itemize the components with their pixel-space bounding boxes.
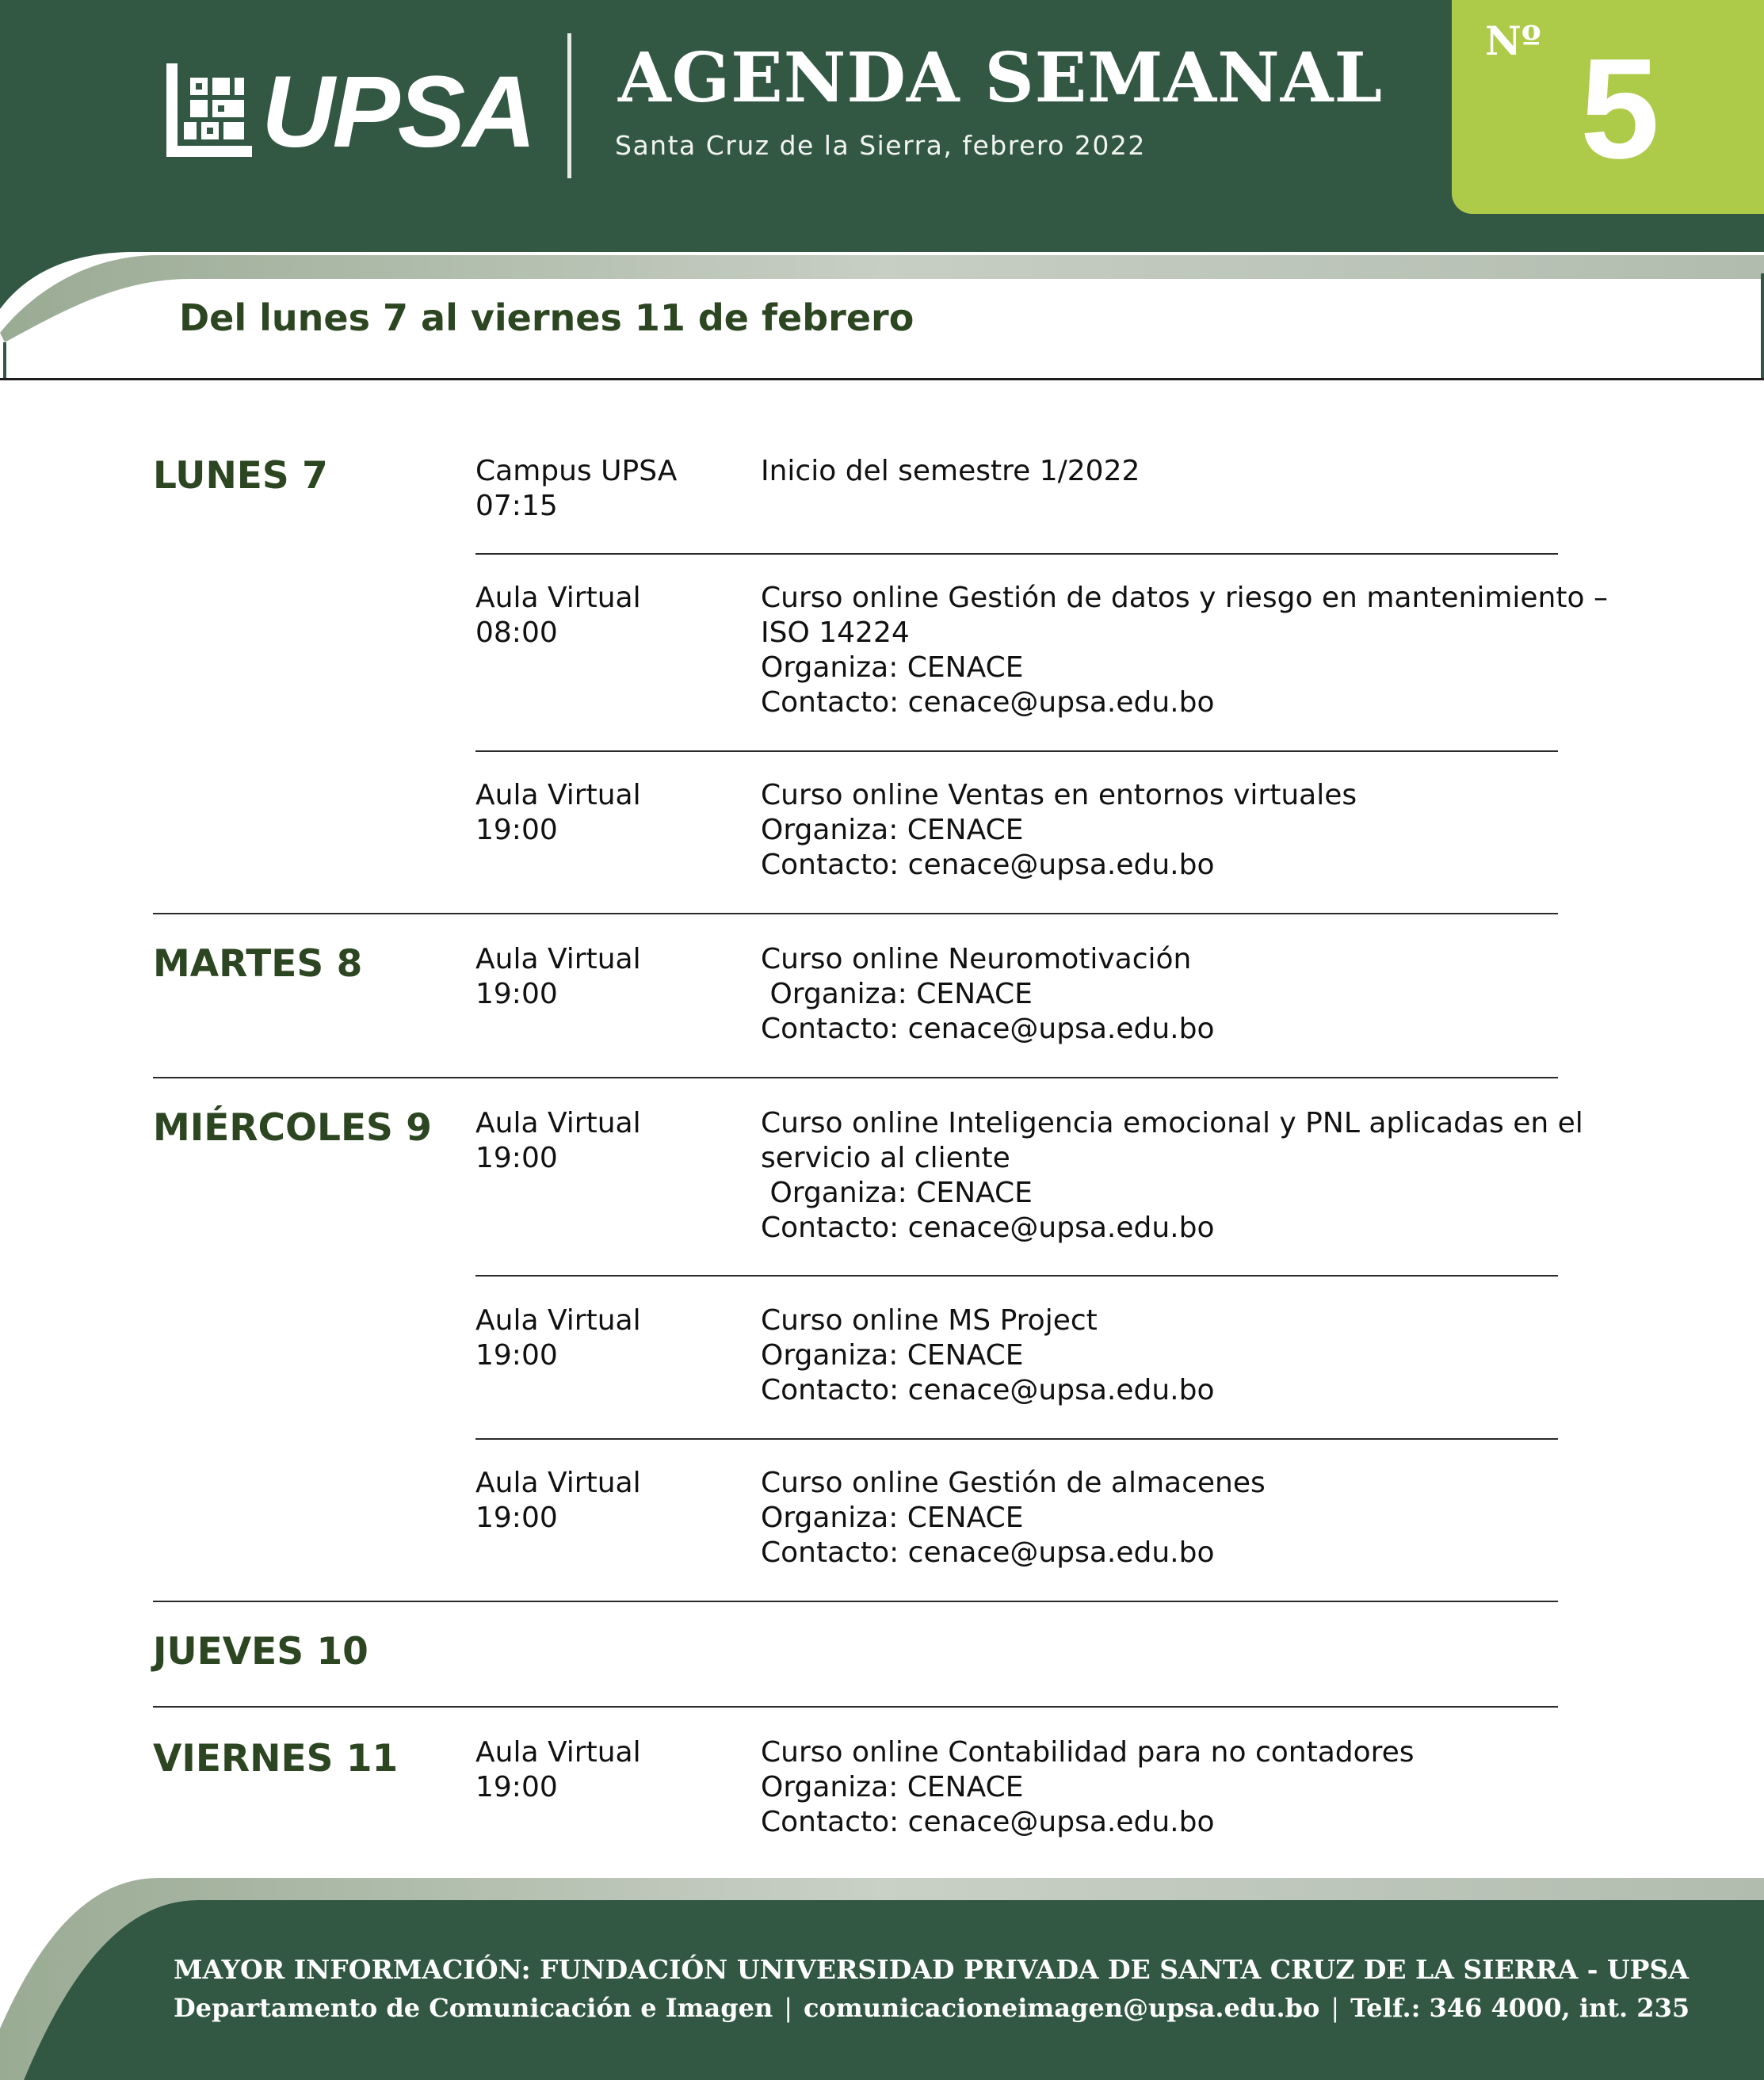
event-contact: Contacto: cenace@upsa.edu.bo bbox=[761, 686, 1215, 719]
event-contact: Contacto: cenace@upsa.edu.bo bbox=[761, 1806, 1215, 1838]
event-line: Curso online Ventas en entornos virtuales bbox=[761, 779, 1357, 811]
day-divider bbox=[153, 1077, 1558, 1078]
event-description bbox=[761, 1466, 1561, 1570]
event-line: Curso online Neuromotivación bbox=[761, 943, 1192, 975]
event-place: Aula Virtual bbox=[475, 943, 641, 975]
footer-department: Departamento de Comunicación e Imagen bbox=[174, 1993, 773, 2023]
footer-separator: | bbox=[1331, 1993, 1340, 2023]
event-description bbox=[761, 1106, 1583, 1246]
day-heading-martes: MARTES 8 bbox=[153, 942, 363, 986]
event-place: Aula Virtual bbox=[475, 582, 641, 614]
event-time: 19:00 bbox=[475, 978, 558, 1010]
upsa-logo-text: UPSA bbox=[262, 55, 534, 169]
event-location bbox=[475, 1735, 737, 1805]
event-location bbox=[475, 1303, 737, 1373]
day-divider bbox=[153, 1601, 1558, 1602]
event-line: Organiza: CENACE bbox=[761, 814, 1024, 846]
footer-contact-line bbox=[174, 1993, 1690, 2023]
event-location bbox=[475, 1466, 737, 1536]
day-heading-miercoles: MIÉRCOLES 9 bbox=[153, 1106, 432, 1150]
upsa-logo bbox=[166, 55, 534, 169]
event-description bbox=[761, 1735, 1561, 1840]
issue-label: Nº bbox=[1485, 17, 1541, 64]
day-heading-lunes: LUNES 7 bbox=[153, 454, 328, 498]
event-line: Curso online Inteligencia emocional y PNL aplicadas en el bbox=[761, 1107, 1583, 1139]
footer-separator: | bbox=[784, 1993, 793, 2023]
event-divider bbox=[475, 553, 1558, 555]
event-location bbox=[475, 1106, 737, 1176]
event-line: Curso online Gestión de datos y riesgo en mantenimiento – bbox=[761, 582, 1608, 614]
page-title: AGENDA SEMANAL bbox=[618, 38, 1383, 118]
event-description bbox=[761, 1303, 1561, 1408]
event-line: ISO 14224 bbox=[761, 616, 910, 649]
page-subtitle: Santa Cruz de la Sierra, febrero 2022 bbox=[615, 130, 1146, 161]
event-time: 07:15 bbox=[475, 490, 558, 522]
event-contact: Contacto: cenace@upsa.edu.bo bbox=[761, 1374, 1215, 1406]
day-heading-jueves: JUEVES 10 bbox=[153, 1630, 368, 1674]
header-divider bbox=[567, 33, 571, 178]
event-time: 19:00 bbox=[475, 1142, 558, 1174]
event-place: Aula Virtual bbox=[475, 1736, 641, 1769]
event-contact: Contacto: cenace@upsa.edu.bo bbox=[761, 1536, 1215, 1569]
upsa-logo-emblem-icon bbox=[166, 63, 252, 157]
event-time: 19:00 bbox=[475, 814, 558, 846]
event-line: servicio al cliente bbox=[761, 1142, 1010, 1174]
week-range-heading: Del lunes 7 al viernes 11 de febrero bbox=[179, 296, 914, 339]
event-line: Inicio del semestre 1/2022 bbox=[761, 455, 1140, 487]
event-time: 19:00 bbox=[475, 1502, 558, 1534]
event-contact: Contacto: cenace@upsa.edu.bo bbox=[761, 1212, 1215, 1244]
event-line: Organiza: CENACE bbox=[761, 1502, 1024, 1534]
day-divider bbox=[153, 913, 1558, 914]
event-time: 19:00 bbox=[475, 1771, 558, 1803]
issue-badge bbox=[1452, 0, 1764, 214]
event-place: Aula Virtual bbox=[475, 1467, 641, 1499]
event-description bbox=[761, 942, 1561, 1047]
event-description bbox=[761, 778, 1561, 883]
event-place: Campus UPSA bbox=[475, 455, 678, 487]
event-place: Aula Virtual bbox=[475, 779, 641, 811]
event-location bbox=[475, 454, 737, 524]
footer-phone: Telf.: 346 4000, int. 235 bbox=[1350, 1993, 1690, 2023]
footer-email: comunicacioneimagen@upsa.edu.bo bbox=[804, 1993, 1320, 2023]
event-location bbox=[475, 778, 737, 848]
event-line: Curso online Gestión de almacenes bbox=[761, 1467, 1266, 1499]
event-description bbox=[761, 581, 1608, 720]
event-place: Aula Virtual bbox=[475, 1107, 641, 1139]
event-divider bbox=[475, 1438, 1558, 1440]
event-line: Organiza: CENACE bbox=[761, 978, 1033, 1010]
event-line: Curso online Contabilidad para no contadores bbox=[761, 1736, 1415, 1769]
footer-more-info: MAYOR INFORMACIÓN: FUNDACIÓN UNIVERSIDAD PRIVADA DE SANTA CRUZ DE LA SIERRA - UPSA bbox=[174, 1954, 1689, 1985]
event-location bbox=[475, 581, 737, 651]
event-time: 08:00 bbox=[475, 616, 558, 649]
event-contact: Contacto: cenace@upsa.edu.bo bbox=[761, 849, 1215, 881]
issue-number: 5 bbox=[1579, 29, 1660, 189]
event-line: Curso online MS Project bbox=[761, 1304, 1098, 1337]
event-divider bbox=[475, 750, 1558, 752]
event-line: Organiza: CENACE bbox=[761, 1771, 1024, 1803]
event-contact: Contacto: cenace@upsa.edu.bo bbox=[761, 1013, 1215, 1045]
day-heading-viernes: VIERNES 11 bbox=[153, 1737, 399, 1780]
event-location bbox=[475, 942, 737, 1012]
event-description bbox=[761, 454, 1561, 489]
event-line: Organiza: CENACE bbox=[761, 1339, 1024, 1372]
event-time: 19:00 bbox=[475, 1339, 558, 1372]
event-place: Aula Virtual bbox=[475, 1304, 641, 1337]
event-line: Organiza: CENACE bbox=[761, 651, 1024, 684]
event-divider bbox=[475, 1275, 1558, 1277]
day-divider bbox=[153, 1706, 1558, 1708]
event-line: Organiza: CENACE bbox=[761, 1177, 1033, 1209]
